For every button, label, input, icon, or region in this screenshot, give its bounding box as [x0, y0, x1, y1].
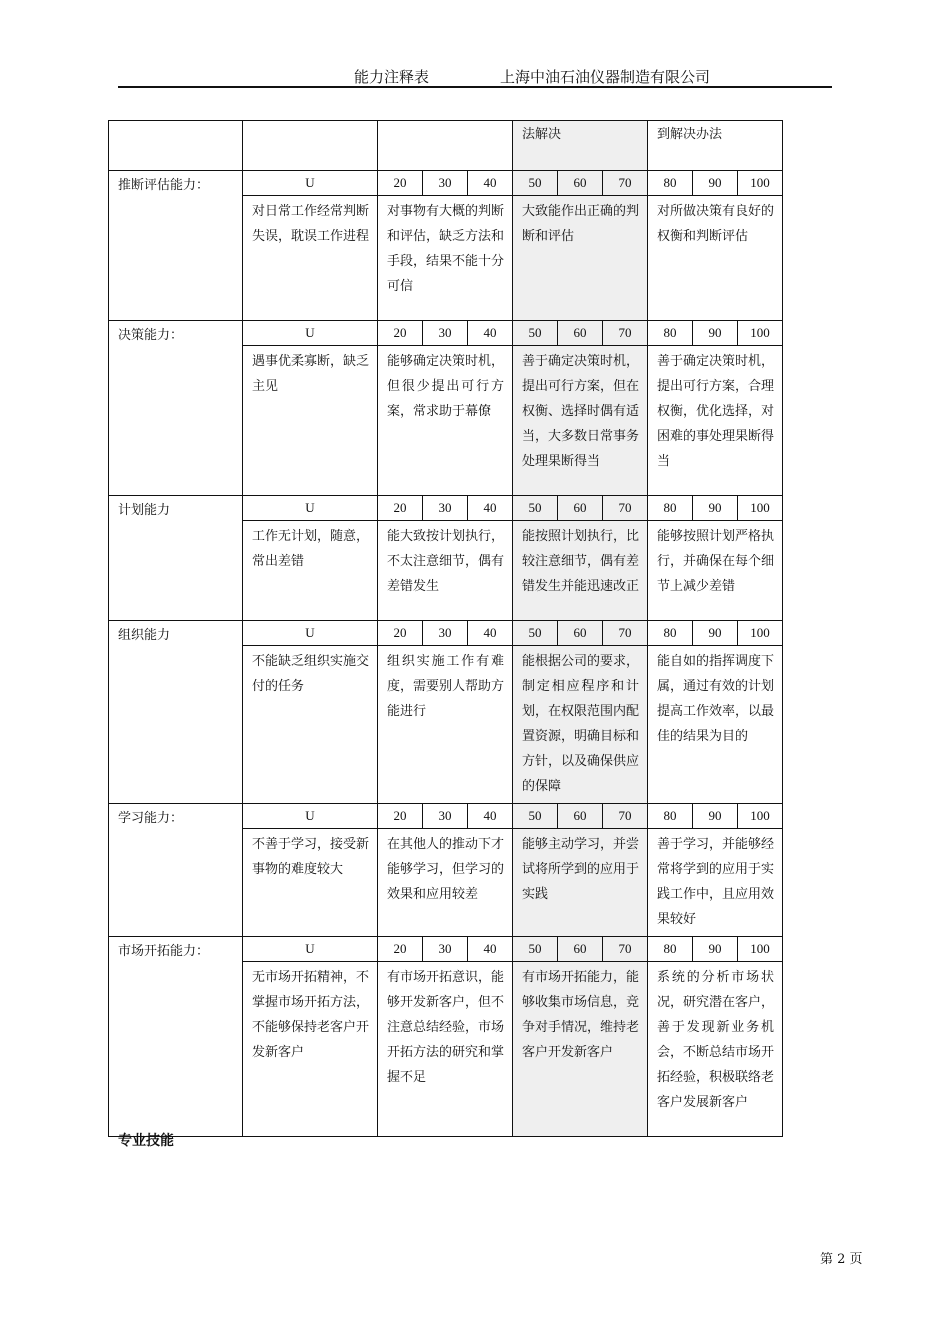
- score-cell: 90: [708, 175, 722, 190]
- level-description: 不善于学习，接受新事物的难度较大: [252, 837, 370, 877]
- score-cell: 90: [708, 808, 722, 823]
- score-cell: 20: [393, 941, 407, 956]
- score-cell: 20: [393, 808, 407, 823]
- score-cell: 50: [528, 941, 542, 956]
- level-description: 工作无计划，随意，常出差错: [252, 529, 370, 569]
- score-cell: U: [305, 941, 315, 956]
- level-description: 无市场开拓精神，不掌握市场开拓方法，不能够保持老客户开发新客户: [252, 970, 370, 1060]
- score-cell: 70: [618, 808, 632, 823]
- score-cell: 100: [750, 941, 770, 956]
- ability-label: 市场开拓能力：: [118, 944, 210, 959]
- score-row: [109, 171, 783, 196]
- level-description: 能按照计划执行，比较注意细节，偶有差错发生并能迅速改正: [522, 529, 640, 594]
- score-cell: U: [305, 625, 315, 640]
- score-cell: 70: [618, 500, 632, 515]
- score-cell: 90: [708, 625, 722, 640]
- ability-table: [108, 120, 783, 1137]
- score-cell: 50: [528, 625, 542, 640]
- ability-label: 计划能力: [118, 503, 171, 518]
- score-row: [109, 621, 783, 646]
- score-cell: 30: [438, 500, 452, 515]
- score-cell: 70: [618, 625, 632, 640]
- level-description: 对所做决策有良好的权衡和判断评估: [657, 204, 775, 244]
- score-cell: 50: [528, 500, 542, 515]
- score-cell: 40: [483, 175, 497, 190]
- score-cell: 100: [750, 625, 770, 640]
- level-description: 对事物有大概的判断和评估，缺乏方法和手段，结果不能十分可信: [387, 204, 505, 294]
- score-row: [109, 321, 783, 346]
- score-cell: 50: [528, 175, 542, 190]
- level-description: 能根据公司的要求，制定相应程序和计划，在权限范围内配置资源，明确目标和方针，以及确保供应的保障: [522, 654, 640, 794]
- score-cell: 30: [438, 175, 452, 190]
- score-cell: U: [305, 175, 315, 190]
- score-cell: 50: [528, 325, 542, 340]
- level-description: 在其他人的推动下才能够学习，但学习的效果和应用较差: [387, 837, 505, 902]
- score-cell: 60: [573, 175, 587, 190]
- score-cell: 90: [708, 325, 722, 340]
- ability-label: 决策能力：: [118, 328, 184, 343]
- header-title: 能力注释表: [354, 68, 430, 86]
- score-cell: 70: [618, 175, 632, 190]
- score-cell: 20: [393, 625, 407, 640]
- level-description: 能自如的指挥调度下属，通过有效的计划提高工作效率，以最佳的结果为目的: [657, 654, 775, 744]
- score-cell: 80: [663, 808, 677, 823]
- level-description: 能大致按计划执行，不太注意细节，偶有差错发生: [387, 529, 505, 594]
- score-cell: 60: [573, 808, 587, 823]
- score-cell: 30: [438, 325, 452, 340]
- score-cell: 100: [750, 325, 770, 340]
- level-description: 有市场开拓意识，能够开发新客户，但不注意总结经验，市场开拓方法的研究和掌握不足: [387, 970, 505, 1085]
- ability-label: 学习能力：: [118, 811, 184, 826]
- level-description: 善于确定决策时机，提出可行方案，但在权衡、选择时偶有适当，大多数日常事务处理果断得当: [522, 354, 640, 469]
- level-description: 对日常工作经常判断失误，耽误工作进程: [252, 204, 370, 244]
- score-cell: 50: [528, 808, 542, 823]
- score-row: [109, 496, 783, 521]
- level-description: 系统的分析市场状况，研究潜在客户，善于发现新业务机会，不断总结市场开拓经验，积极联络老客户发展新客户: [657, 970, 775, 1110]
- header-company: 上海中油石油仪器制造有限公司: [500, 68, 711, 86]
- section-title: 专业技能: [118, 1133, 174, 1149]
- score-cell: 90: [708, 500, 722, 515]
- score-cell: 40: [483, 325, 497, 340]
- ability-label: 组织能力: [118, 628, 171, 643]
- score-cell: 100: [750, 808, 770, 823]
- level-description: 组织实施工作有难度，需要别人帮助方能进行: [387, 654, 505, 719]
- level-description: 能够按照计划严格执行，并确保在每个细节上减少差错: [657, 529, 775, 594]
- score-cell: 40: [483, 625, 497, 640]
- score-row: [109, 937, 783, 962]
- top-cell: 法解决: [522, 127, 562, 142]
- score-cell: 30: [438, 625, 452, 640]
- level-description: 能够主动学习，并尝试将所学到的应用于实践: [522, 837, 640, 902]
- score-cell: 20: [393, 175, 407, 190]
- score-cell: 80: [663, 325, 677, 340]
- score-cell: 60: [573, 625, 587, 640]
- page-number: 第 2 页: [820, 1252, 863, 1267]
- score-cell: 100: [750, 175, 770, 190]
- score-cell: 80: [663, 175, 677, 190]
- page-header: [118, 64, 832, 88]
- score-cell: 30: [438, 808, 452, 823]
- level-description: 大致能作出正确的判断和评估: [522, 204, 640, 244]
- ability-label: 推断评估能力：: [118, 178, 210, 193]
- score-cell: 70: [618, 941, 632, 956]
- level-description: 能够确定决策时机，但很少提出可行方案，常求助于幕僚: [387, 354, 505, 419]
- score-cell: 80: [663, 941, 677, 956]
- score-row: [109, 804, 783, 829]
- score-cell: 30: [438, 941, 452, 956]
- score-cell: 70: [618, 325, 632, 340]
- score-cell: 60: [573, 325, 587, 340]
- score-cell: 100: [750, 500, 770, 515]
- top-cell: 到解决办法: [657, 127, 723, 142]
- score-cell: U: [305, 808, 315, 823]
- level-description: 不能缺乏组织实施交付的任务: [252, 654, 370, 694]
- score-cell: 40: [483, 941, 497, 956]
- level-description: 善于学习，并能够经常将学到的应用于实践工作中，且应用效果较好: [657, 837, 775, 927]
- score-cell: 40: [483, 500, 497, 515]
- score-cell: 40: [483, 808, 497, 823]
- score-cell: 80: [663, 500, 677, 515]
- score-cell: 20: [393, 500, 407, 515]
- level-description: 有市场开拓能力，能够收集市场信息，竞争对手情况，维持老客户开发新客户: [522, 970, 640, 1060]
- level-description: 遇事优柔寡断，缺乏主见: [252, 354, 370, 394]
- score-cell: 60: [573, 941, 587, 956]
- score-cell: 90: [708, 941, 722, 956]
- score-cell: 60: [573, 500, 587, 515]
- score-cell: 80: [663, 625, 677, 640]
- score-cell: 20: [393, 325, 407, 340]
- score-cell: U: [305, 325, 315, 340]
- score-cell: U: [305, 500, 315, 515]
- level-description: 善于确定决策时机，提出可行方案，合理权衡，优化选择，对困难的事处理果断得当: [657, 354, 775, 469]
- table-row: [109, 121, 783, 171]
